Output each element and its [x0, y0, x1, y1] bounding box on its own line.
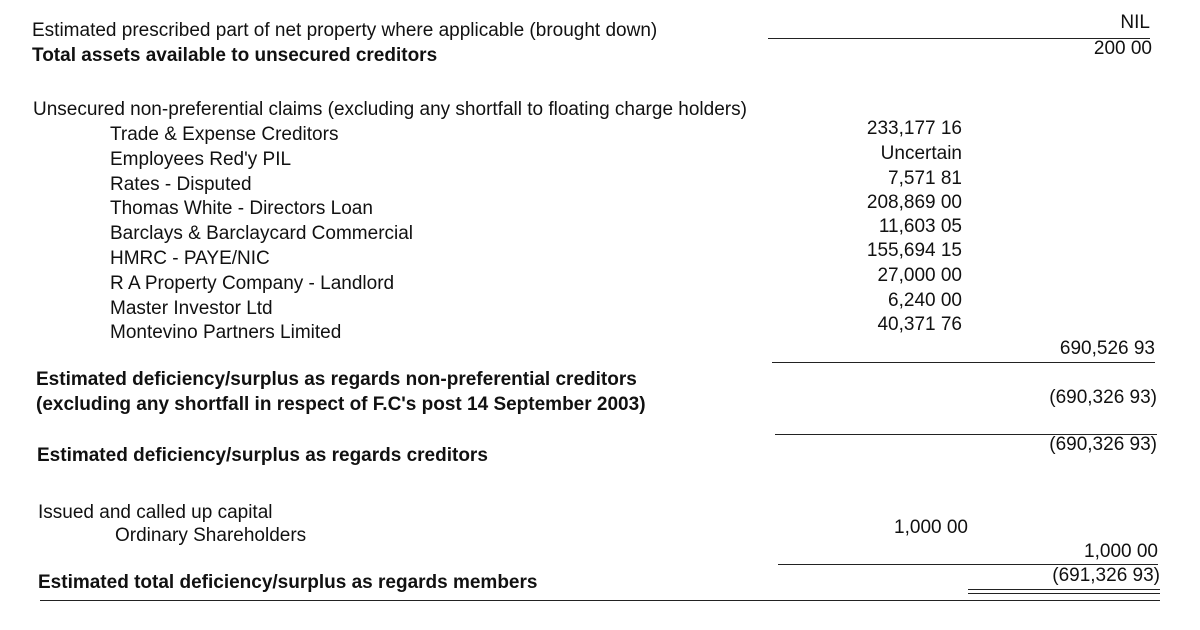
unsecured-total: 690,526 93: [1059, 338, 1155, 359]
capital-item-amount: 1,000 00: [894, 517, 968, 538]
members-label: Estimated total deficiency/surplus as regards members: [38, 572, 538, 593]
claim-name: Employees Red'y PIL: [110, 149, 292, 170]
unsecured-total-rule: [772, 362, 1155, 363]
total-assets-value: 200 00: [1093, 38, 1152, 59]
claim-amount: 6,240 00: [888, 290, 962, 311]
claim-amount: 40,371 76: [877, 314, 962, 335]
unsecured-heading: Unsecured non-preferential claims (excluding any shortfall to floating charge holders): [33, 99, 747, 120]
claim-amount: 7,571 81: [888, 168, 962, 189]
capital-item-label: Ordinary Shareholders: [115, 525, 307, 546]
claim-name: Master Investor Ltd: [110, 298, 273, 319]
deficiency-non-pref-line1: Estimated deficiency/surplus as regards non-preferential creditors: [36, 369, 637, 390]
claim-name: Rates - Disputed: [110, 174, 252, 195]
deficiency-non-pref-line2: (excluding any shortfall in respect of F.C's post 14 September 2003): [36, 394, 646, 415]
members-double-rule: [968, 589, 1160, 594]
deficiency-creditors-value: (690,326 93): [1049, 434, 1157, 455]
claim-name: R A Property Company - Landlord: [110, 273, 395, 294]
members-value: (691,326 93): [1052, 565, 1160, 586]
deficiency-non-pref-value: (690,326 93): [1049, 387, 1157, 408]
claim-name: Montevino Partners Limited: [110, 322, 342, 343]
claim-name: HMRC - PAYE/NIC: [110, 248, 270, 269]
claim-name: Trade & Expense Creditors: [110, 124, 339, 145]
claim-name: Barclays & Barclaycard Commercial: [110, 223, 414, 244]
footer-rule: [40, 600, 1160, 601]
claim-amount: 208,869 00: [866, 192, 962, 213]
capital-heading: Issued and called up capital: [38, 502, 273, 523]
capital-total: 1,000 00: [1084, 541, 1158, 562]
claim-amount: 155,694 15: [866, 240, 962, 261]
deficiency-creditors-label: Estimated deficiency/surplus as regards creditors: [37, 445, 488, 466]
claim-amount: Uncertain: [880, 143, 962, 164]
prescribed-part-value: NIL: [1120, 12, 1150, 33]
prescribed-part-label: Estimated prescribed part of net property where applicable (brought down): [32, 20, 658, 41]
claim-amount: 27,000 00: [877, 265, 962, 286]
claim-amount: 233,177 16: [866, 118, 962, 139]
claim-amount: 11,603 05: [878, 216, 962, 237]
total-assets-label: Total assets available to unsecured creditors: [32, 45, 438, 66]
claim-name: Thomas White - Directors Loan: [110, 198, 373, 219]
